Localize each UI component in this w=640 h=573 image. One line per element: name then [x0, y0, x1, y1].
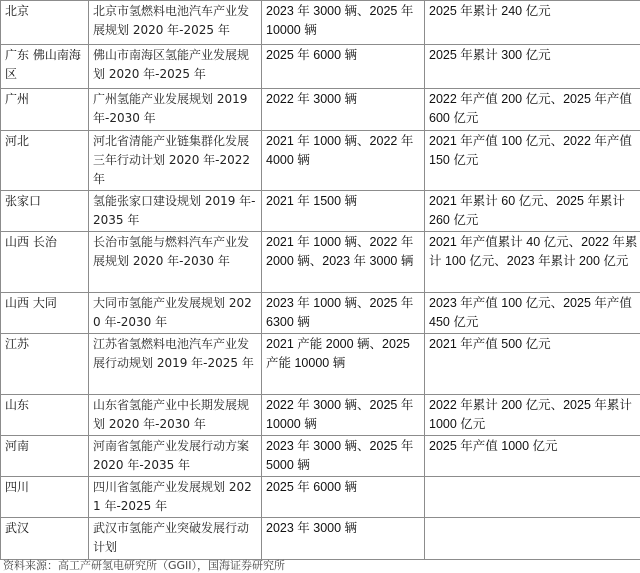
output-line: 2023 年产值 100 亿元、2025 年产值 [429, 294, 640, 313]
output-line: 2025 年累计 240 亿元 [429, 2, 640, 21]
table-row [1, 191, 640, 232]
output-target-cell [425, 436, 640, 477]
vehicle-target-cell: 2021 年 1000 辆、2022 年 4000 辆 [262, 131, 425, 191]
plan-cell: 北京市氢燃料电池汽车产业发展规划 2020 年-2025 年 [89, 1, 262, 45]
output-target-cell [425, 45, 640, 89]
table-row [1, 518, 640, 560]
plan-cell: 大同市氢能产业发展规划 2020 年-2030 年 [89, 293, 262, 334]
output-line: 600 亿元 [429, 109, 640, 128]
output-line: 2021 年累计 60 亿元、2025 年累计 [429, 192, 640, 211]
vehicle-target-cell: 2021 年 1500 辆 [262, 191, 425, 232]
output-target-cell [425, 232, 640, 293]
plan-cell: 河南省氢能产业发展行动方案 2020 年-2035 年 [89, 436, 262, 477]
output-target-cell [425, 334, 640, 395]
output-line: 2025 年产值 1000 亿元 [429, 437, 640, 456]
table-row [1, 1, 640, 45]
output-line: 2021 年产值累计 40 亿元、2022 年累 [429, 233, 640, 252]
vehicle-target-cell: 2023 年 1000 辆、2025 年 6300 辆 [262, 293, 425, 334]
table-row [1, 477, 640, 518]
region-cell: 广东 佛山南海区 [1, 45, 89, 89]
region-cell: 广州 [1, 89, 89, 131]
output-target-cell [425, 477, 640, 518]
output-line: 2022 年产值 200 亿元、2025 年产值 [429, 90, 640, 109]
output-line: 150 亿元 [429, 151, 640, 170]
output-target-cell [425, 395, 640, 436]
vehicle-target-cell: 2023 年 3000 辆 [262, 518, 425, 560]
table-row [1, 131, 640, 191]
output-line: 2021 年产值 100 亿元、2022 年产值 [429, 132, 640, 151]
plan-cell: 长治市氢能与燃料汽车产业发展规划 2020 年-2030 年 [89, 232, 262, 293]
source-note: 资料来源：高工产研氢电研究所（GGII），国海证券研究所 [3, 557, 285, 573]
vehicle-target-cell: 2023 年 3000 辆、2025 年 5000 辆 [262, 436, 425, 477]
output-line: 计 100 亿元、2023 年累计 200 亿元 [429, 252, 640, 271]
region-cell: 北京 [1, 1, 89, 45]
output-line: 260 亿元 [429, 211, 640, 230]
region-cell: 四川 [1, 477, 89, 518]
plan-cell: 江苏省氢燃料电池汽车产业发展行动规划 2019 年-2025 年 [89, 334, 262, 395]
table-body [1, 1, 640, 560]
plan-cell: 四川省氢能产业发展规划 2021 年-2025 年 [89, 477, 262, 518]
plan-cell: 氢能张家口建设规划 2019 年-2035 年 [89, 191, 262, 232]
vehicle-target-cell: 2023 年 3000 辆、2025 年 10000 辆 [262, 1, 425, 45]
region-cell: 河北 [1, 131, 89, 191]
vehicle-target-cell: 2025 年 6000 辆 [262, 477, 425, 518]
output-target-cell [425, 131, 640, 191]
region-cell: 山东 [1, 395, 89, 436]
plan-cell: 广州氢能产业发展规划 2019 年-2030 年 [89, 89, 262, 131]
output-target-cell [425, 293, 640, 334]
table-row [1, 45, 640, 89]
region-cell: 山西 长治 [1, 232, 89, 293]
output-line: 2022 年累计 200 亿元、2025 年累计 [429, 396, 640, 415]
table-row [1, 232, 640, 293]
plan-cell: 山东省氢能产业中长期发展规划 2020 年-2030 年 [89, 395, 262, 436]
table-row [1, 436, 640, 477]
output-target-cell [425, 191, 640, 232]
plan-cell: 佛山市南海区氢能产业发展规划 2020 年-2025 年 [89, 45, 262, 89]
region-cell: 武汉 [1, 518, 89, 560]
vehicle-target-cell: 2021 年 1000 辆、2022 年 2000 辆、2023 年 3000 辆 [262, 232, 425, 293]
table-row [1, 395, 640, 436]
vehicle-target-cell: 2022 年 3000 辆、2025 年 10000 辆 [262, 395, 425, 436]
region-cell: 江苏 [1, 334, 89, 395]
table-row [1, 89, 640, 131]
plan-cell: 武汉市氢能产业突破发展行动计划 [89, 518, 262, 560]
vehicle-target-cell: 2022 年 3000 辆 [262, 89, 425, 131]
vehicle-target-cell: 2021 产能 2000 辆、2025 产能 10000 辆 [262, 334, 425, 395]
table-row [1, 293, 640, 334]
region-cell: 河南 [1, 436, 89, 477]
vehicle-target-cell: 2025 年 6000 辆 [262, 45, 425, 89]
output-line: 2021 年产值 500 亿元 [429, 335, 640, 354]
output-line: 450 亿元 [429, 313, 640, 332]
table-row [1, 334, 640, 395]
output-line: 1000 亿元 [429, 415, 640, 434]
output-line: 2025 年累计 300 亿元 [429, 46, 640, 65]
output-target-cell [425, 518, 640, 560]
output-target-cell [425, 1, 640, 45]
region-cell: 张家口 [1, 191, 89, 232]
plan-cell: 河北省清能产业链集群化发展三年行动计划 2020 年-2022 年 [89, 131, 262, 191]
output-target-cell [425, 89, 640, 131]
region-cell: 山西 大同 [1, 293, 89, 334]
